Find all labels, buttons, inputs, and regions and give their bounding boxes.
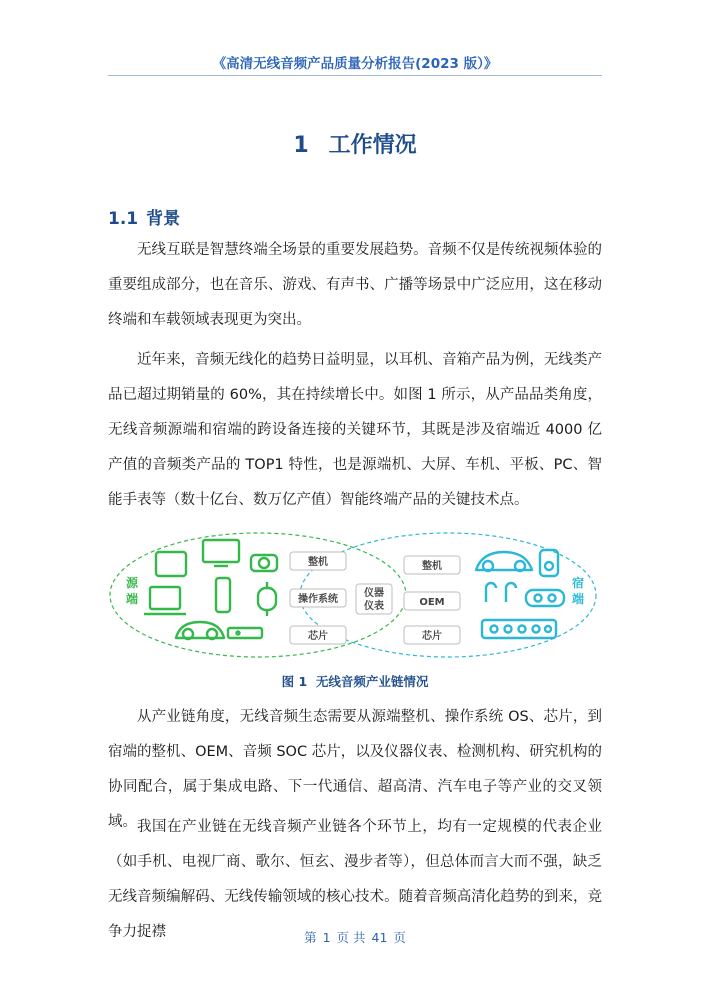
header-divider (108, 75, 602, 76)
source-box-os (290, 589, 346, 607)
source-label-char-2: 端 (125, 592, 139, 606)
footer-suffix: 页 (393, 930, 406, 945)
car-icon (176, 622, 224, 639)
chapter-title: 工作情况 (328, 133, 417, 158)
figure-caption-title: 无线音频产业链情况 (315, 674, 429, 689)
total-page-count: 41 (371, 930, 388, 945)
source-box-chip-label: 芯片 (308, 631, 328, 642)
sink-box-chip (404, 626, 460, 644)
chapter-number: 1 (293, 133, 309, 158)
figure-caption-label: 图 1 (281, 674, 308, 689)
body-paragraph: 我国在产业链在无线音频产业链各个环节上，均有一定规模的代表企业（如手机、电视厂商、歌尔、恒玄、漫步者等），但总体而言大而不强，缺乏无线音频编解码、无线传输领域的核心技术。随着音频高清化趋势的到来，竞争力捉襟 (108, 819, 602, 940)
body-paragraph: 近年来，音频无线化的趋势日益明显，以耳机、音箱产品为例，无线类产品已超过期销量的 60%，其在持续增长中。如图 1 所示，从产品品类角度，无线音频源端和宿端的跨设备连接的关键环节，其既是涉及宿端近 4000 亿产值的音频类产品的 TOP1 特性，也是源端机、大屏、车机、平板、PC、智能手表等（数十亿台、数万亿产值）智能终端产品的关键技术点。 (108, 352, 602, 508)
tv-icon (203, 540, 239, 566)
instruments-label-line-2: 仪表 (364, 601, 384, 612)
watch-icon (258, 582, 276, 616)
section-heading (108, 204, 180, 229)
current-page-number: 1 (322, 930, 331, 945)
instruments-label-line-1: 仪器 (364, 588, 384, 599)
sink-label-char-2: 端 (571, 592, 585, 606)
sink-box-device (404, 556, 460, 574)
sink-box-oem-label: OEM (419, 597, 445, 608)
source-side-label (125, 575, 139, 606)
router-icon (228, 628, 262, 638)
chapter-heading (0, 128, 710, 159)
phone-icon (216, 578, 230, 612)
source-box-chip (290, 626, 346, 644)
projector-icon (251, 555, 277, 571)
section-number: 1.1 (108, 209, 139, 229)
body-paragraph: 从产业链角度，无线音频生态需要从源端整机、操作系统 OS、芯片，到宿端的整机、OEM、音频 SOC 芯片，以及仪器仪表、检测机构、研究机构的协同配合，属于集成电路、下一代通信、超高清、汽车电子等产业的交叉领域。 (108, 709, 602, 830)
section-title: 背景 (146, 209, 181, 229)
vr-headset-icon (526, 590, 564, 606)
instruments-box (356, 584, 392, 614)
sink-label-char-1: 宿 (571, 576, 585, 590)
source-box-device (290, 552, 346, 570)
tablet-icon (156, 552, 186, 576)
page-footer (0, 928, 710, 946)
earbuds-icon (486, 583, 516, 602)
figure-caption (0, 672, 710, 690)
source-label-char-1: 源 (125, 576, 139, 590)
footer-prefix: 第 (304, 930, 317, 945)
sink-box-chip-label: 芯片 (422, 631, 442, 642)
sink-box-oem (404, 592, 460, 610)
source-box-device-label: 整机 (308, 557, 328, 568)
audio-panel-icon (482, 620, 556, 638)
running-header: 《高清无线音频产品质量分析报告(2023 版）》 (212, 56, 498, 72)
sink-box-device-label: 整机 (422, 561, 442, 572)
source-box-os-label: 操作系统 (298, 594, 338, 605)
footer-middle: 页 共 (336, 930, 366, 945)
speaker-icon (540, 550, 558, 576)
laptop-icon (144, 587, 186, 614)
sink-side-label (571, 575, 584, 606)
body-paragraph: 无线互联是智慧终端全场景的重要发展趋势。音频不仅是传统视频体验的重要组成部分，也在音乐、游戏、有声书、广播等场景中广泛应用，这在移动终端和车载领域表现更为突出。 (108, 242, 602, 328)
sink-car-icon (476, 552, 532, 571)
industry-chain-figure (108, 530, 602, 660)
